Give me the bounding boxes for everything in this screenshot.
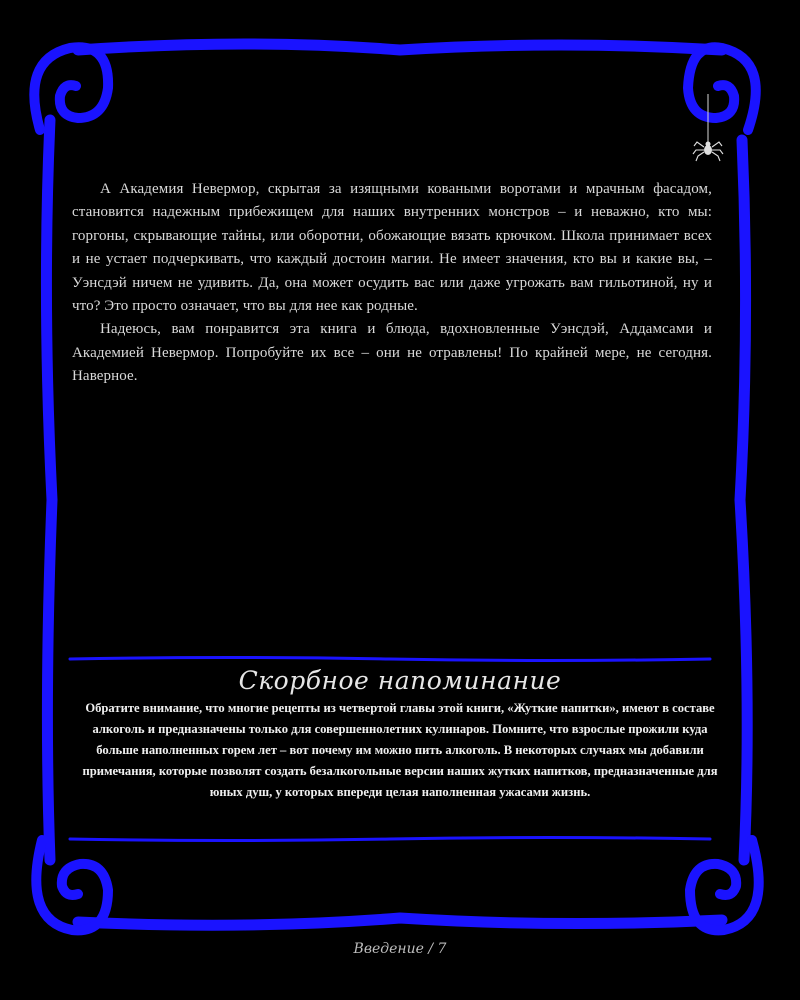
frame-right-bar [740,140,747,860]
separator-top [68,655,712,663]
notice-title: Скорбное напоминание [238,666,562,695]
paragraph-1: А Академия Невермор, скрытая за изящными коваными воротами и мрачным фасадом, становится надежным прибежищем для наших внутренних монстров – и неважно, кто мы: горгоны, скрывающие тайны, или оборотни, обожающие вязать крючком. Школа принимает всех и не устает подчеркивать, что каждый достоин магии. Не имеет значения, кто вы и какие вы, – Уэнсдэй ничем не удивить. Да, она может осудить вас или даже угрожать вам гильотиной, ну и что? Это просто означает, что вы для нее как родные. [72,181,712,315]
intro-text [72,178,712,389]
frame-left-bar [46,120,52,860]
frame-top-bar [78,44,722,50]
frame-bottom-bar [78,918,722,925]
separator-bottom [68,835,712,843]
page-footer: Введение / 7 [353,941,447,957]
swirl-top-right [688,47,756,130]
paragraph-2: Надеюсь, вам понравится эта книга и блюда, вдохновленные Уэнсдэй, Аддамсами и Академией Невермор. Попробуйте их все – они не отравлены! По крайней мере, не сегодня. Наверное. [72,321,712,385]
notice-text: Обратите внимание, что многие рецепты из четвертой главы этой книги, «Жуткие напитки», имеют в составе алкоголь и предназначены только для совершеннолетних кулинаров. Помните, что взрослые прожили куда больше наполненных горем лет – вот почему им можно пить алкоголь. В некоторых случаях мы добавили примечания, которые позволят создать безалкогольные версии наших жутких напитков, предназначенные для юных душ, у которых впереди целая наполненная ужасами жизнь. [82,701,718,799]
